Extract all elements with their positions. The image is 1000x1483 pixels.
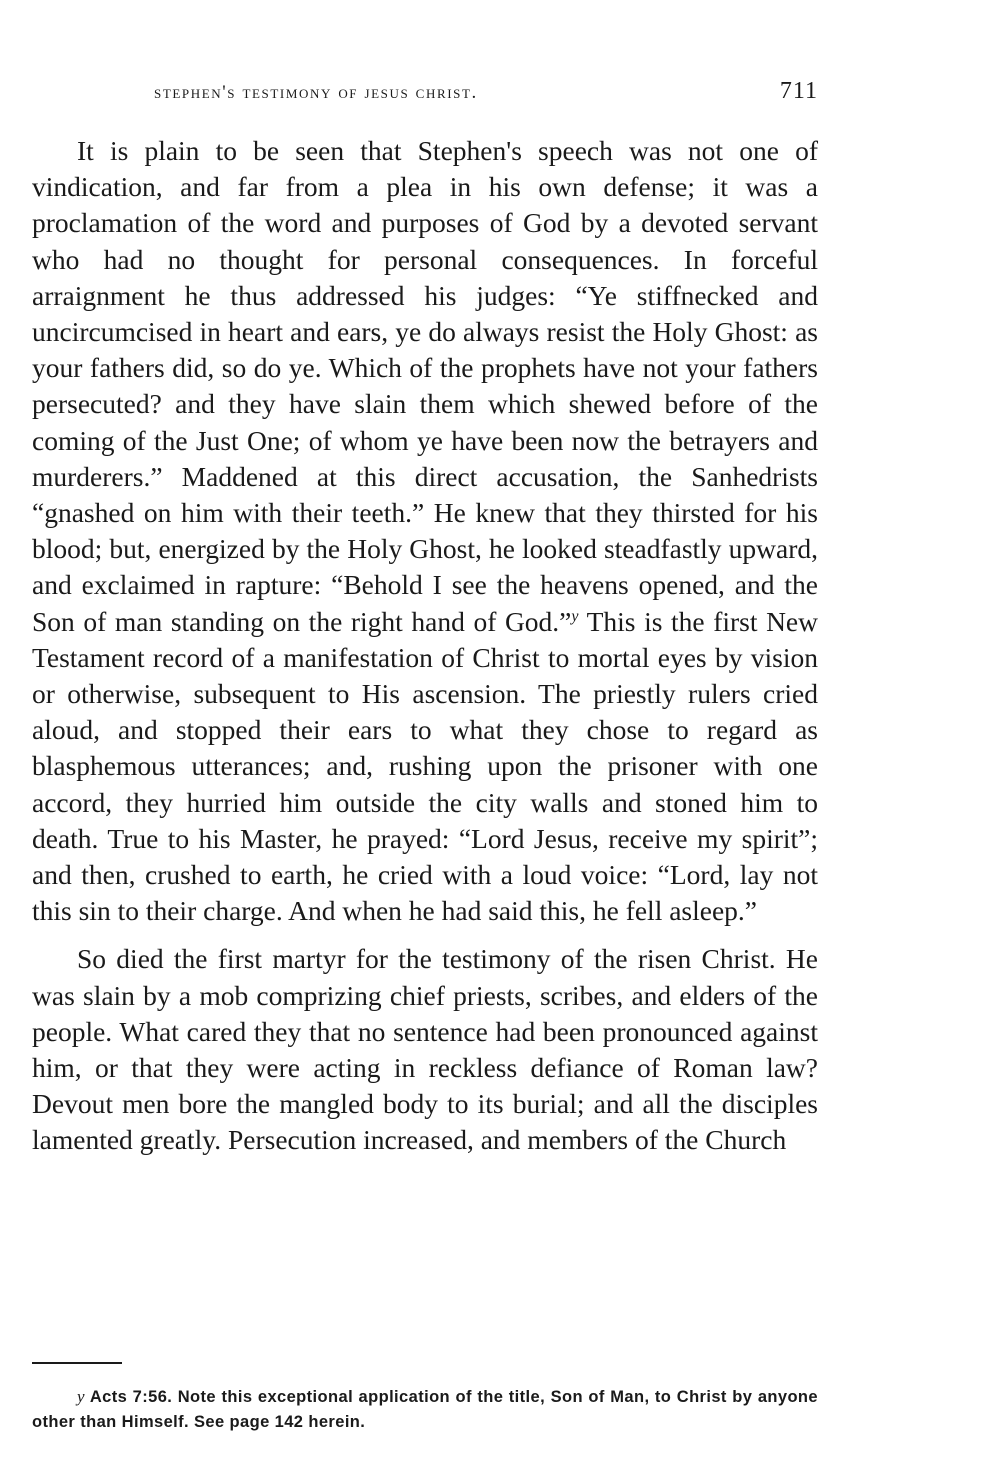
running-title: stephen's testimony of jesus christ. (154, 82, 478, 103)
running-head (32, 78, 818, 108)
footnote-text: Acts 7:56. Note this exceptional application of the title, Son of Man, to Christ by anyone other than Himself. See page 142 herein. (32, 1388, 818, 1431)
paragraph-1 (32, 133, 818, 929)
footnote-paragraph (32, 1384, 818, 1435)
paragraph-1-rest: This is the first New Testament record of a manifestation of Christ to mortal eyes by vision or otherwise, subsequent to His ascension. The priestly rulers cried aloud, and stopped their ears to what they chose to regard as blasphemous utterances; and, rushing upon the prisoner with one accord, they hurried him outside the city walls and stoned him to death. True to his Master, he prayed: “Lord Jesus, receive my spirit”; and then, crushed to earth, he cried with a loud voice: “Lord, lay not this sin to their charge. And when he had said this, he fell asleep.” (32, 605, 819, 927)
paragraph-2: So died the first martyr for the testimony of the risen Christ. He was slain by a mob comprizing chief priests, scribes, and elders of the people. What cared they that no sentence had been pronounced against him, or that they were acting in reckless defiance of Roman law? Devout men bore the mangled body to its burial; and all the disciples lamented greatly. Persecution increased, and members of the Church (32, 943, 818, 1156)
footnote-marker: y (77, 1387, 85, 1406)
body-text (32, 133, 818, 1159)
page-number: 711 (779, 78, 818, 104)
footnote (32, 1384, 818, 1435)
paragraph-1-main: It is plain to be seen that Stephen's speech was not one of vindication, and far from a plea in his own defense; it was a proclamation of the word and purposes of God by a devoted servant who had no thought for personal consequences. In forceful arraignment he thus addressed his judges: “Ye stiffnecked and uncircumcised in heart and ears, ye do always resist the Holy Ghost: as your fathers did, so do ye. Which of the prophets have not your fathers persecuted? and they have slain them which shewed before of the coming of the Just One; of whom ye have been now the betrayers and murderers.” Maddened at this direct accusation, the Sanhedrists “gnashed on him with their teeth.” He knew that they thirsted for his blood; but, energized by the Holy Ghost, he looked steadfastly upward, and exclaimed in rapture: “Behold I see the heavens opened, and the Son of man standing on the right hand of God.” (32, 135, 818, 637)
footnote-divider (32, 1362, 122, 1364)
footnote-reference: y (571, 607, 579, 625)
